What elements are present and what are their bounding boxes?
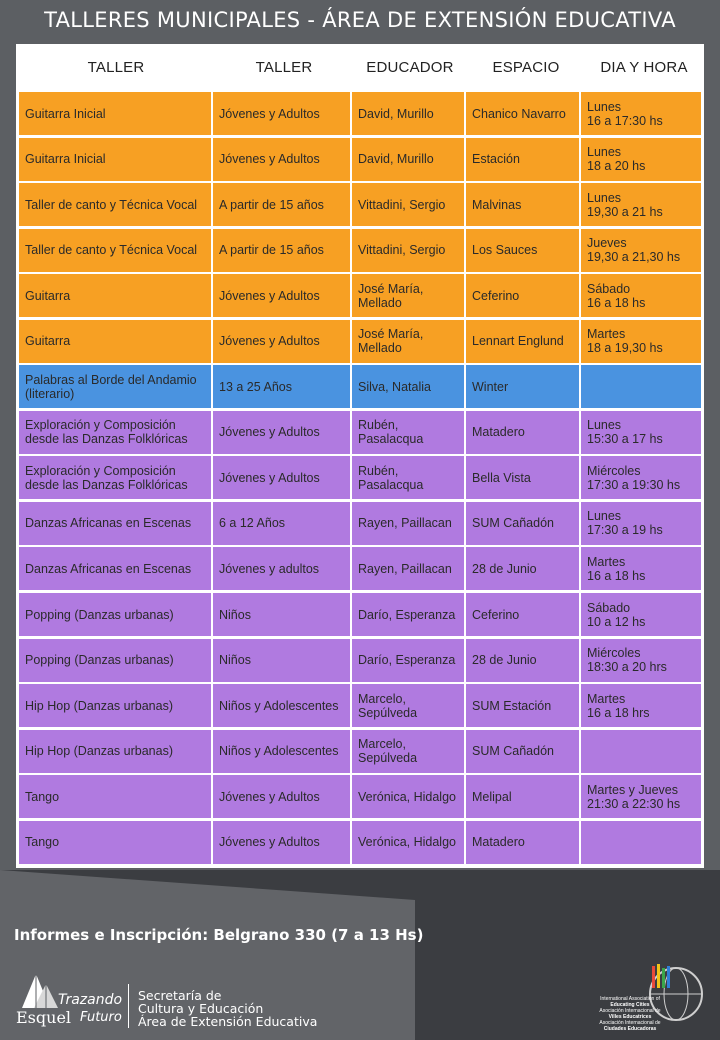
cell-dia: Lunes [587, 190, 622, 205]
cell-dia-hora [581, 138, 701, 181]
badge-line-3: Asociación Internacional de [599, 1008, 661, 1014]
cell-dia: Lunes [587, 509, 622, 524]
cell-taller: Taller de canto y Técnica Vocal [19, 229, 211, 272]
cell-dia: Sábado [587, 600, 631, 615]
cell-publico: Jóvenes y Adultos [213, 411, 350, 454]
cell-taller: Guitarra [19, 274, 211, 317]
cell-publico: Jóvenes y Adultos [213, 274, 350, 317]
table-body [19, 92, 701, 866]
cell-hora: 16 a 18 hs [587, 295, 646, 310]
cell-publico: Jóvenes y Adultos [213, 775, 350, 818]
table-row [19, 365, 701, 408]
cell-hora: 16 a 18 hs [587, 568, 646, 583]
cell-taller: Popping (Danzas urbanas) [19, 593, 211, 636]
logo-word-esquel: Esquel [16, 1008, 72, 1027]
cell-dia-hora [581, 274, 701, 317]
cell-hora: 18 a 20 hs [587, 159, 646, 174]
info-text: Informes e Inscripción: Belgrano 330 (7 a 13 Hs) [14, 926, 424, 944]
cell-dia-hora [581, 411, 701, 454]
cell-taller: Taller de canto y Técnica Vocal [19, 183, 211, 226]
badge-line-6: Ciudades Educadoras [603, 1026, 657, 1032]
cell-dia-hora [581, 639, 701, 682]
cell-taller: Guitarra [19, 320, 211, 363]
table-row [19, 229, 701, 272]
cell-dia-hora [581, 547, 701, 590]
table-row [19, 821, 701, 864]
cell-taller: Exploración y Composición desde las Danzas Folklóricas [19, 456, 211, 499]
cell-dia-hora [581, 456, 701, 499]
cell-dia: Lunes [587, 145, 622, 160]
cell-espacio: Los Sauces [466, 229, 579, 272]
cell-educador: José María, Mellado [352, 320, 464, 363]
header-taller: TALLER [87, 59, 145, 76]
cell-educador: Darío, Esperanza [352, 593, 464, 636]
cell-publico: Niños [213, 593, 350, 636]
table-row [19, 684, 701, 727]
cell-taller: Tango [19, 821, 211, 864]
page-title: TALLERES MUNICIPALES - ÁREA DE EXTENSIÓN EDUCATIVA [44, 8, 676, 32]
cell-dia: Miércoles [587, 463, 641, 478]
cell-dia: Sábado [587, 281, 631, 296]
cell-espacio: SUM Cañadón [466, 502, 579, 545]
cell-educador: José María, Mellado [352, 274, 464, 317]
header-educador: EDUCADOR [366, 59, 454, 76]
cell-espacio: Chanico Navarro [466, 92, 579, 135]
cell-educador: Vittadini, Sergio [352, 183, 464, 226]
logo-word-futuro: Futuro [80, 1010, 122, 1025]
cell-dia-hora [581, 593, 701, 636]
cell-dia-hora [581, 502, 701, 545]
badge-line-4: Villes Educatrices [608, 1014, 652, 1020]
cell-espacio: 28 de Junio [466, 639, 579, 682]
table-row [19, 411, 701, 454]
cell-educador: Marcelo, Sepúlveda [352, 684, 464, 727]
table-row [19, 502, 701, 545]
logo-divider [128, 984, 129, 1028]
cell-educador: David, Murillo [352, 92, 464, 135]
cell-espacio: Malvinas [466, 183, 579, 226]
cell-taller: Hip Hop (Danzas urbanas) [19, 730, 211, 773]
cell-taller: Exploración y Composición desde las Danzas Folklóricas [19, 411, 211, 454]
table-row [19, 183, 701, 226]
cell-hora: 19,30 a 21,30 hs [587, 250, 681, 265]
cell-espacio: Estación [466, 138, 579, 181]
cell-hora: 17:30 a 19:30 hs [587, 477, 681, 492]
cell-espacio: Winter [466, 365, 579, 408]
cell-publico: Jóvenes y Adultos [213, 92, 350, 135]
cell-hora: 21:30 a 22:30 hs [587, 796, 681, 811]
cell-hora: 19,30 a 21 hs [587, 204, 663, 219]
table-row [19, 92, 701, 135]
cell-taller: Hip Hop (Danzas urbanas) [19, 684, 211, 727]
cell-publico: Jóvenes y Adultos [213, 320, 350, 363]
cell-taller: Guitarra Inicial [19, 92, 211, 135]
table-header [16, 44, 704, 92]
header-espacio: ESPACIO [492, 59, 560, 76]
cell-espacio: 28 de Junio [466, 547, 579, 590]
cell-taller: Guitarra Inicial [19, 138, 211, 181]
cell-publico: Niños y Adolescentes [213, 684, 350, 727]
cell-dia-hora [581, 365, 701, 408]
cell-dia-hora [581, 775, 701, 818]
cell-dia: Martes [587, 554, 626, 569]
table-row [19, 138, 701, 181]
table-row [19, 274, 701, 317]
cell-hora: 17:30 a 19 hs [587, 523, 663, 538]
secretaria-line-3: Área de Extensión Educativa [138, 1014, 318, 1029]
cell-espacio: Ceferino [466, 274, 579, 317]
cell-publico: 6 a 12 Años [213, 502, 350, 545]
cell-educador: Vittadini, Sergio [352, 229, 464, 272]
table-row [19, 320, 701, 363]
cell-educador: Darío, Esperanza [352, 639, 464, 682]
cell-dia: Lunes [587, 418, 622, 433]
cell-espacio: Melipal [466, 775, 579, 818]
cell-dia: Martes [587, 327, 626, 342]
cell-taller: Popping (Danzas urbanas) [19, 639, 211, 682]
table-row [19, 775, 701, 818]
cell-hora: 15:30 a 17 hs [587, 432, 663, 447]
cell-publico: Niños y Adolescentes [213, 730, 350, 773]
table-row [19, 593, 701, 636]
cell-educador: Rubén, Pasalacqua [352, 456, 464, 499]
cell-espacio: Matadero [466, 821, 579, 864]
cell-dia: Miércoles [587, 646, 641, 661]
cell-educador: Rayen, Paillacan [352, 547, 464, 590]
cell-hora: 18 a 19,30 hs [587, 341, 663, 356]
cell-dia-hora [581, 92, 701, 135]
cell-taller: Danzas Africanas en Escenas [19, 502, 211, 545]
badge-line-1: International Association of [600, 996, 660, 1002]
table-row [19, 547, 701, 590]
schedule-table [16, 44, 704, 868]
secretaria-line-1: Secretaría de [138, 988, 222, 1003]
cell-publico: Niños [213, 639, 350, 682]
cell-dia-hora [581, 229, 701, 272]
cell-dia: Jueves [587, 236, 627, 251]
cell-hora: 10 a 12 hs [587, 614, 646, 629]
cell-taller: Palabras al Borde del Andamio (literario) [19, 365, 211, 408]
cell-educador: Silva, Natalia [352, 365, 464, 408]
cell-educador: David, Murillo [352, 138, 464, 181]
cell-publico: Jóvenes y adultos [213, 547, 350, 590]
cell-publico: A partir de 15 años [213, 229, 350, 272]
cell-espacio: Bella Vista [466, 456, 579, 499]
cell-publico: Jóvenes y Adultos [213, 138, 350, 181]
cell-dia-hora [581, 730, 701, 773]
cell-espacio: Ceferino [466, 593, 579, 636]
table-row [19, 456, 701, 499]
cell-dia: Lunes [587, 99, 622, 114]
cell-dia-hora [581, 684, 701, 727]
cell-taller: Tango [19, 775, 211, 818]
cell-educador: Marcelo, Sepúlveda [352, 730, 464, 773]
cell-dia: Martes y Jueves [587, 782, 679, 797]
cell-espacio: SUM Estación [466, 684, 579, 727]
cell-educador: Verónica, Hidalgo [352, 775, 464, 818]
cell-educador: Verónica, Hidalgo [352, 821, 464, 864]
cell-publico: Jóvenes y Adultos [213, 456, 350, 499]
cell-espacio: Lennart Englund [466, 320, 579, 363]
cell-publico: A partir de 15 años [213, 183, 350, 226]
cell-publico: Jóvenes y Adultos [213, 821, 350, 864]
header-dia-hora: DIA Y HORA [600, 59, 688, 76]
header-publico: TALLER [255, 59, 313, 76]
badge-line-2: Educating Cities [610, 1002, 650, 1008]
cell-hora: 16 a 17:30 hs [587, 113, 663, 128]
cell-publico: 13 a 25 Años [213, 365, 350, 408]
cell-espacio: SUM Cañadón [466, 730, 579, 773]
cell-taller: Danzas Africanas en Escenas [19, 547, 211, 590]
logo-word-trazando: Trazando [58, 992, 123, 1008]
table-row [19, 730, 701, 773]
secretaria-line-2: Cultura y Educación [138, 1001, 264, 1016]
cell-hora: 16 a 18 hrs [587, 705, 650, 720]
cell-dia: Martes [587, 691, 626, 706]
cell-educador: Rubén, Pasalacqua [352, 411, 464, 454]
cell-dia-hora [581, 821, 701, 864]
cell-dia-hora [581, 183, 701, 226]
cell-educador: Rayen, Paillacan [352, 502, 464, 545]
cell-espacio: Matadero [466, 411, 579, 454]
table-row [19, 639, 701, 682]
cell-dia-hora [581, 320, 701, 363]
cell-hora: 18:30 a 20 hrs [587, 660, 667, 675]
badge-line-5: Asociación Internacional de [599, 1020, 661, 1026]
